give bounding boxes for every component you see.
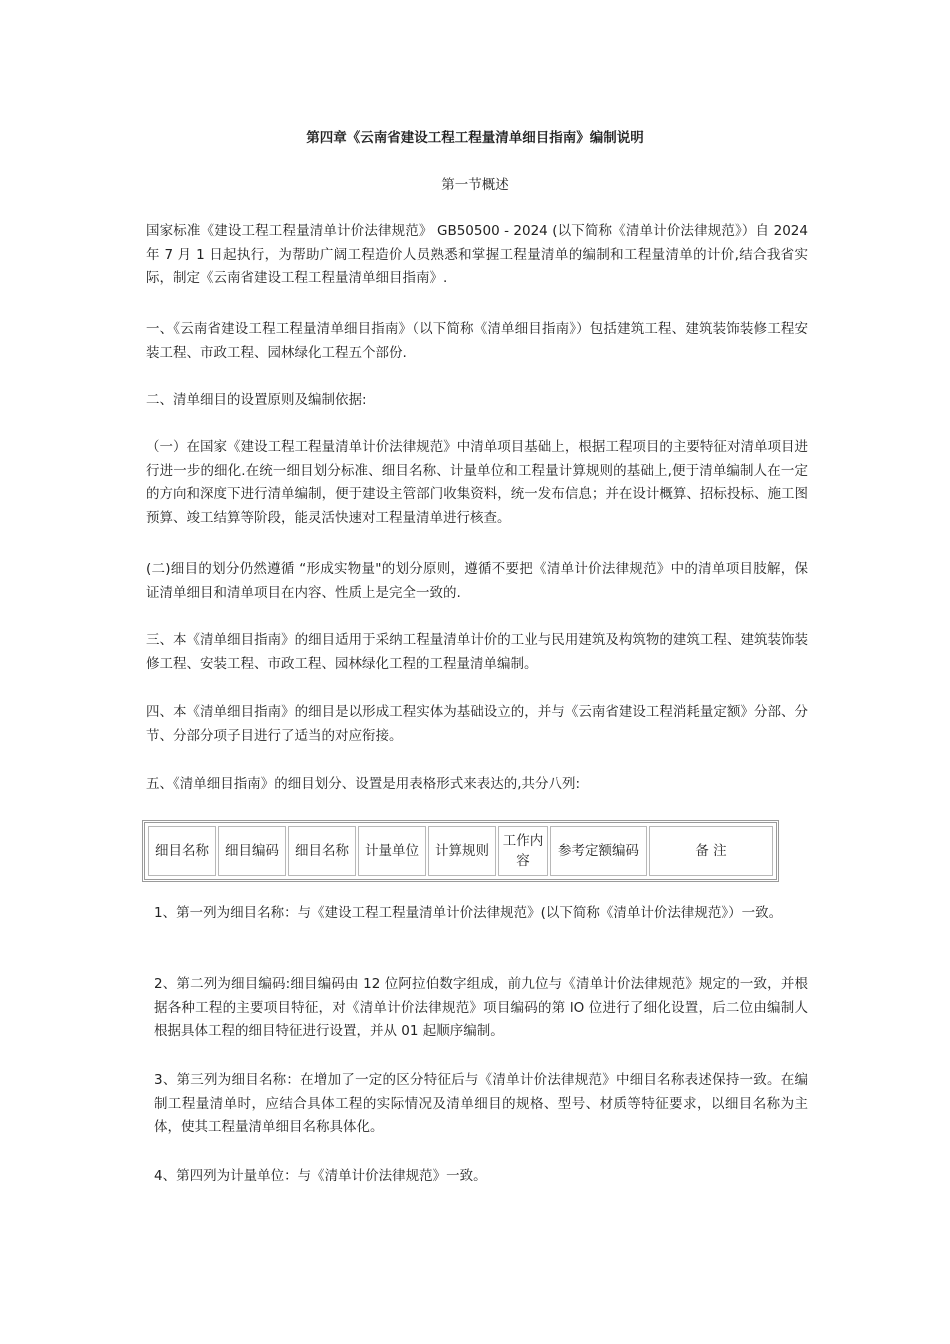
list-item: 2、第二列为细目编码:细目编码由 12 位阿拉伯数字组成，前九位与《清单计价法律规范》规定的一致，并根据各种工程的主要项目特征，对《清单计价法律规范》项目编码的第 lO 位进行了细化设置，后二位由编制人根据具体工程的细目特征进行设置，并从 01 起顺序编制。: [154, 976, 808, 1039]
table-header-cell: 细目名称: [288, 826, 356, 876]
table-header-cell: 计量单位: [358, 826, 426, 876]
paragraph-principle-2: (二)细目的划分仍然遵循 “形成实物量"的划分原则，遵循不要把《清单计价法律规范》中的清单项目肢解，保证清单细目和清单项目在内容、性质上是完全一致的.: [146, 561, 808, 601]
list-item: 1、第一列为细目名称：与《建设工程工程量清单计价法律规范》(以下简称《清单计价法律规范》）一致。: [154, 905, 783, 921]
table-header-cell: 细目名称: [148, 826, 216, 876]
section-subtitle: 第一节概述: [441, 177, 509, 193]
table-header-cell: 工作内容: [498, 826, 548, 876]
paragraph-table-intro: 五、《清单细目指南》的细目划分、设置是用表格形式来表达的,共分八列:: [146, 776, 581, 792]
list-item: 3、第三列为细目名称：在增加了一定的区分特征后与《清单计价法律规范》中细目名称表述保持一致。在编制工程量清单时，应结合具体工程的实际情况及清单细目的规格、型号、材质等特征要求，以细目名称为主体，使其工程量清单细目名称具体化。: [154, 1072, 808, 1135]
columns-table: [142, 820, 779, 882]
paragraph-principles-heading: 二、清单细目的设置原则及编制依据:: [146, 392, 367, 408]
list-item: 4、第四列为计量单位：与《清单计价法律规范》一致。: [154, 1168, 487, 1184]
paragraph-principle-1: （一）在国家《建设工程工程量清单计价法律规范》中清单项目基础上，根据工程项目的主要特征对清单项目进行进一步的细化.在统一细目划分标准、细目名称、计量单位和工程量计算规则的基础上,便于清单编制人在一定的方向和深度下进行清单编制，便于建设主管部门收集资料，统一发布信息；并在设计概算、招标投标、施工图预算、竣工结算等阶段，能灵活快速对工程量清单进行核查。: [146, 439, 808, 526]
table-header-cell: 计算规则: [428, 826, 496, 876]
table-header-cell: 参考定额编码: [550, 826, 647, 876]
intro-paragraph: 国家标准《建设工程工程量清单计价法律规范》 GB50500 - 2024 (以下简称《清单计价法律规范》）自 2024 年 7 月 1 日起执行，为帮助广阔工程造价人员熟悉和掌握工程量清单的编制和工程量清单的计价,结合我省实际，制定《云南省建设工程工程量清单细目指南》.: [146, 223, 808, 286]
table-row: [148, 826, 773, 876]
paragraph-scope: 一、《云南省建设工程工程量清单细目指南》（以下简称《清单细目指南》）包括建筑工程、建筑装饰装修工程安装工程、市政工程、园林绿化工程五个部份.: [146, 321, 808, 361]
page-title: 第四章《云南省建设工程工程量清单细目指南》编制说明: [306, 130, 644, 146]
table-header-cell: 细目编码: [218, 826, 286, 876]
paragraph-basis: 四、本《清单细目指南》的细目是以形成工程实体为基础设立的，并与《云南省建设工程消耗量定额》分部、分节、分部分项子目进行了适当的对应衔接。: [146, 704, 808, 744]
table-header-cell: 备 注: [649, 826, 773, 876]
paragraph-applicability: 三、本《清单细目指南》的细目适用于采纳工程量清单计价的工业与民用建筑及构筑物的建筑工程、建筑装饰装修工程、安装工程、市政工程、园林绿化工程的工程量清单编制。: [146, 632, 808, 672]
